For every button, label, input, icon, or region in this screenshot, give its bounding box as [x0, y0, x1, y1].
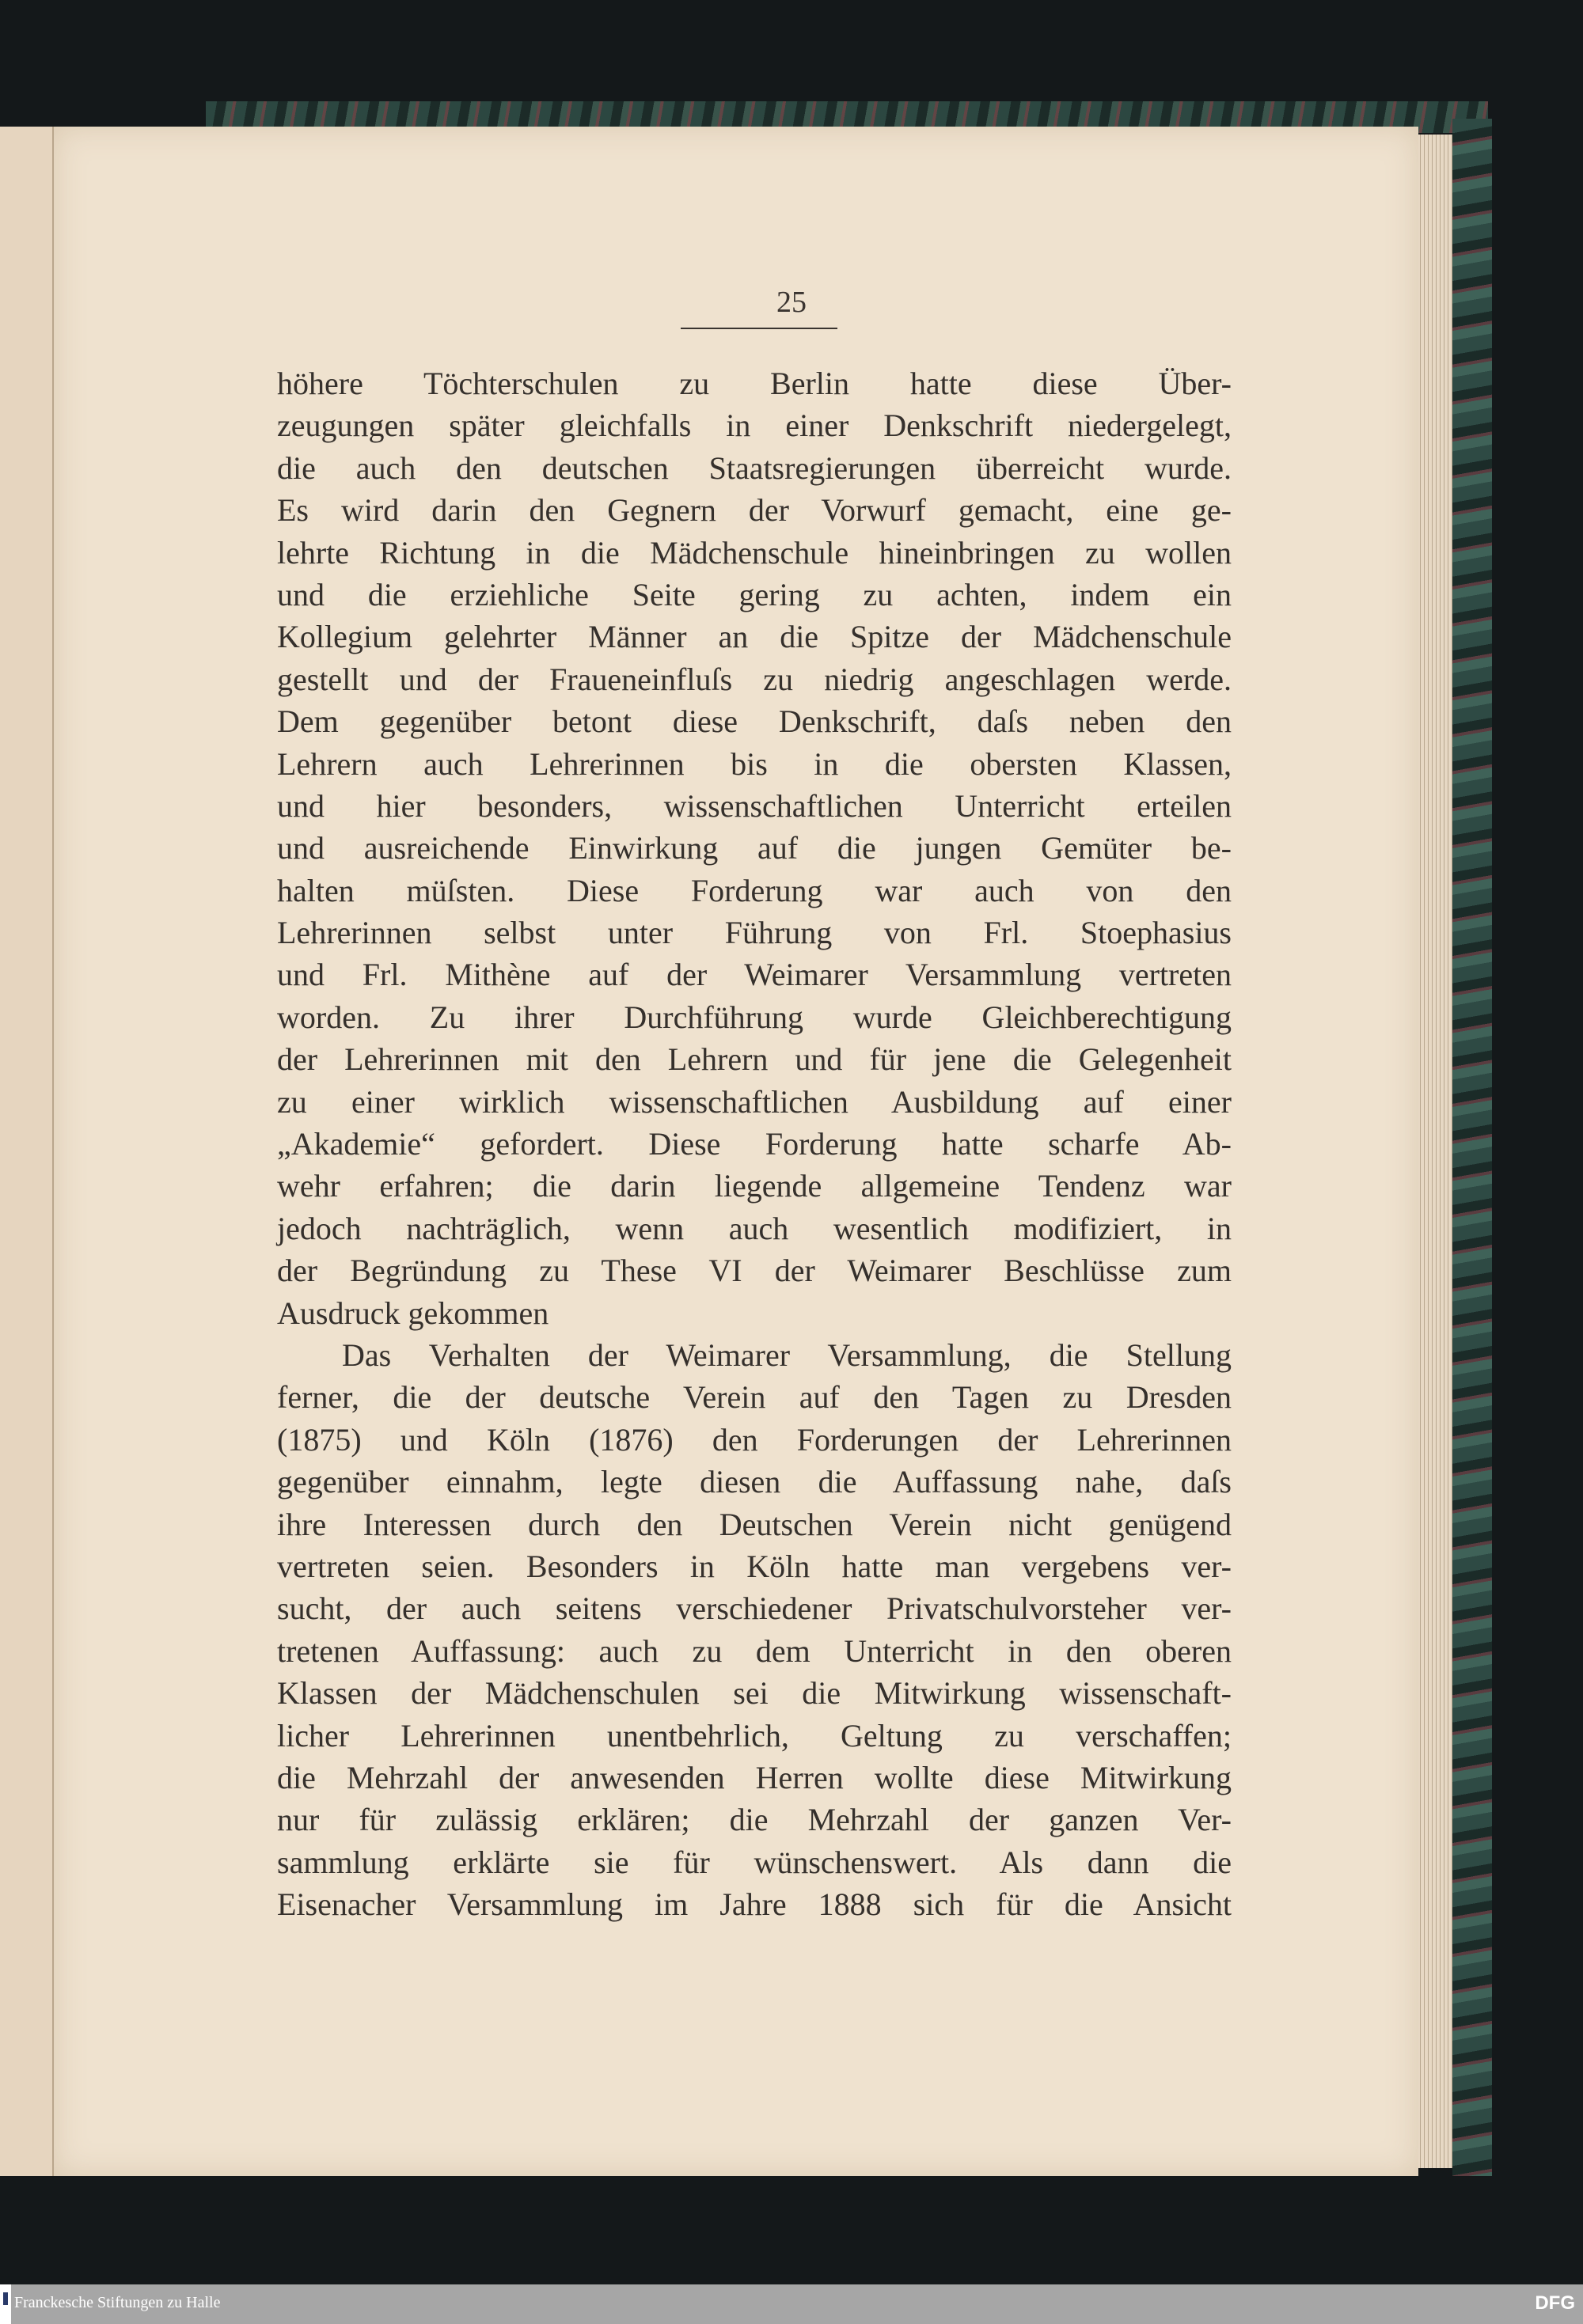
dfg-logo: DFG	[1535, 2292, 1575, 2314]
text-line: ihre Interessen durch den Deutschen Verein nicht genügend	[277, 1506, 1232, 1542]
text-line: sucht, der auch seitens verschiedener Privatschulvorsteher ver-	[277, 1590, 1232, 1627]
text-line: höhere Töchterschulen zu Berlin hatte diese Über-	[277, 366, 1232, 401]
text-line: zu einer wirklich wissenschaftlichen Ausbildung auf einer	[277, 1083, 1232, 1120]
text-line: Eisenacher Versammlung im Jahre 1888 sich für die Ansicht	[277, 1886, 1232, 1923]
institution-name: Franckesche Stiftungen zu Halle	[14, 2294, 221, 2311]
text-line: Lehrern auch Lehrerinnen bis in die obersten Klassen,	[277, 745, 1232, 782]
institution-logo-icon	[0, 2284, 11, 2324]
text-line: Kollegium gelehrter Männer an die Spitze der Mädchenschule	[277, 619, 1232, 655]
text-line: zeugungen später gleichfalls in einer Denkschrift niedergelegt,	[277, 408, 1232, 444]
text-line: worden. Zu ihrer Durchführung wurde Gleichberechtigung	[277, 999, 1232, 1035]
text-line: die auch den deutschen Staatsregierungen überreicht wurde.	[277, 449, 1232, 486]
text-line: tretenen Auffassung: auch zu dem Unterricht in den oberen	[277, 1632, 1232, 1669]
text-line: ferner, die der deutsche Verein auf den Tagen zu Dresden	[277, 1379, 1232, 1416]
text-line: und ausreichende Einwirkung auf die jungen Gemüter be-	[277, 830, 1232, 866]
text-line: Klassen der Mädchenschulen sei die Mitwirkung wissenschaft-	[277, 1675, 1232, 1712]
text-line: halten müſsten. Diese Forderung war auch von den	[277, 872, 1232, 908]
header-rule	[681, 328, 837, 329]
text-line: Das Verhalten der Weimarer Versammlung, die Stellung	[342, 1336, 1232, 1373]
text-line: Es wird darin den Gegnern der Vorwurf gemacht, eine ge-	[277, 492, 1232, 529]
text-line: gestellt und der Fraueneinfluſs zu niedrig angeschlagen werde.	[277, 661, 1232, 697]
text-line: nur für zulässig erklären; die Mehrzahl der ganzen Ver-	[277, 1802, 1232, 1838]
text-line: der Begründung zu These VI der Weimarer Beschlüsse zum	[277, 1253, 1232, 1289]
text-line: und hier besonders, wissenschaftlichen Unterricht erteilen	[277, 787, 1232, 824]
text-line: vertreten seien. Besonders in Köln hatte man vergebens ver-	[277, 1548, 1232, 1584]
text-line: „Akademie“ gefordert. Diese Forderung hatte scharfe Ab-	[277, 1126, 1232, 1162]
text-line: lehrte Richtung in die Mädchenschule hineinbringen zu wollen	[277, 534, 1232, 571]
text-line: licher Lehrerinnen unentbehrlich, Geltung zu verschaffen;	[277, 1717, 1232, 1753]
body-text	[277, 362, 1232, 1925]
page-number: 25	[776, 286, 807, 319]
text-line: der Lehrerinnen mit den Lehrern und für jene die Gelegenheit	[277, 1041, 1232, 1078]
text-line: wehr erfahren; die darin liegende allgemeine Tendenz war	[277, 1168, 1232, 1204]
book-cover-marbled	[1452, 119, 1492, 2176]
text-line: die Mehrzahl der anwesenden Herren wollte diese Mitwirkung	[277, 1759, 1232, 1795]
text-line: (1875) und Köln (1876) den Forderungen der Lehrerinnen	[277, 1421, 1232, 1458]
text-line: Ausdruck gekommen	[277, 1295, 549, 1331]
text-line: Lehrerinnen selbst unter Führung von Frl. Stoephasius	[277, 915, 1232, 951]
text-line: Dem gegenüber betont diese Denkschrift, daſs neben den	[277, 703, 1232, 740]
text-line: und Frl. Mithène auf der Weimarer Versammlung vertreten	[277, 957, 1232, 993]
facing-page-edge	[0, 127, 54, 2176]
text-line: sammlung erklärte sie für wünschenswert. Als dann die	[277, 1844, 1232, 1880]
viewer-footer	[0, 2284, 1583, 2324]
text-line: gegenüber einnahm, legte diesen die Auffassung nahe, daſs	[277, 1464, 1232, 1500]
page-stack	[1417, 135, 1452, 2168]
text-line: und die erziehliche Seite gering zu achten, indem ein	[277, 576, 1232, 612]
text-line: jedoch nachträglich, wenn auch wesentlich modifiziert, in	[277, 1210, 1232, 1246]
